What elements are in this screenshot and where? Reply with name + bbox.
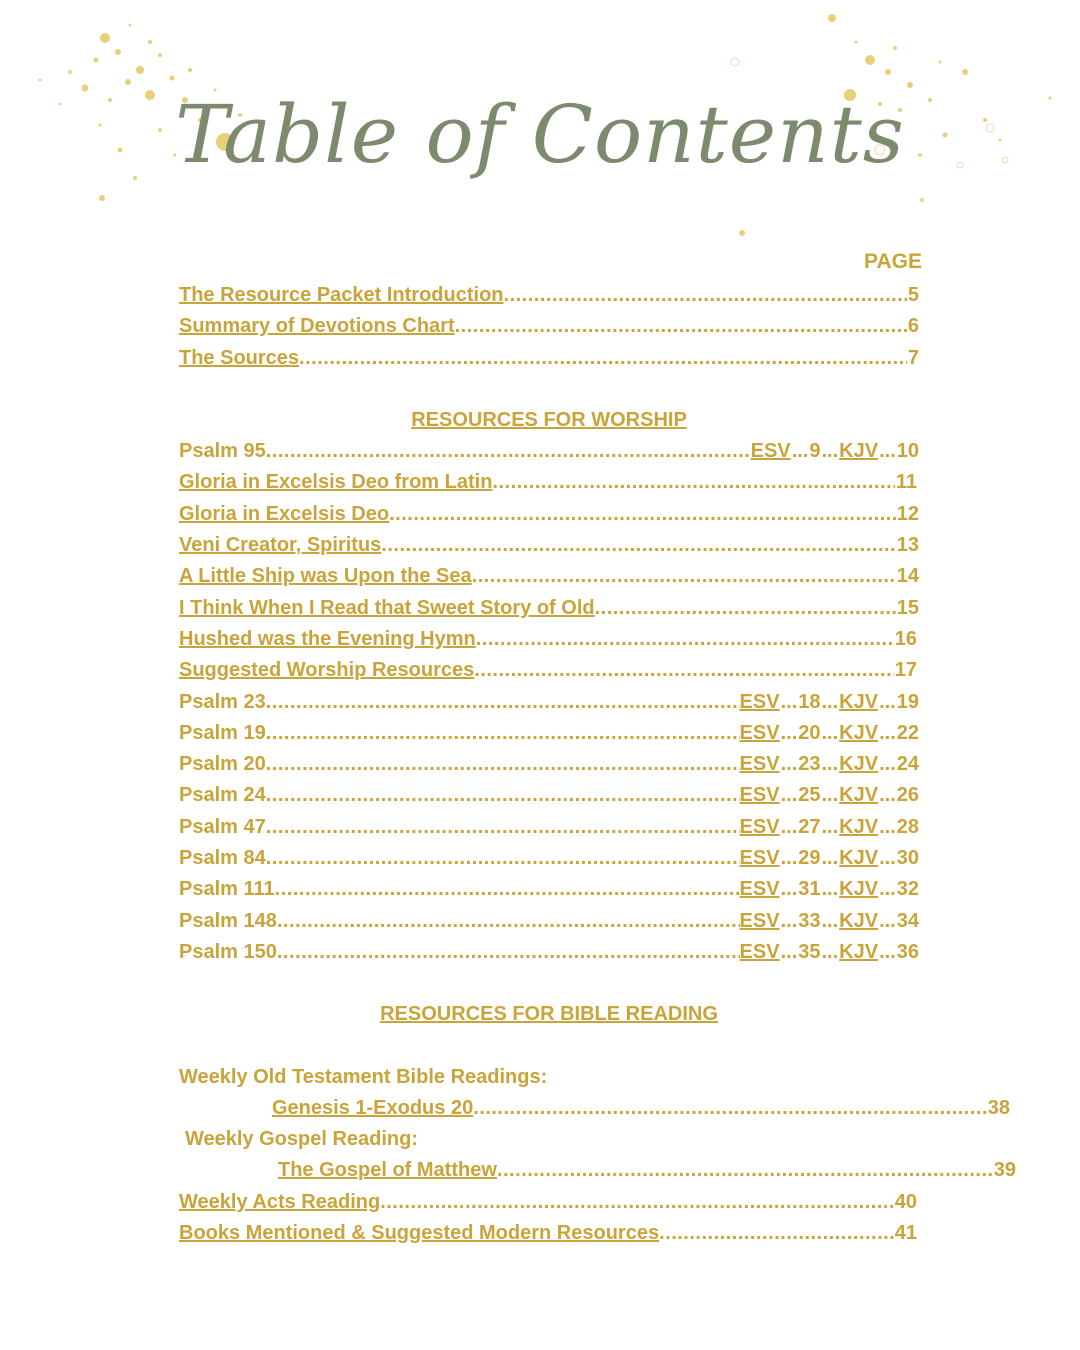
table-of-contents bbox=[179, 280, 1016, 1249]
page-title: Table of Contents bbox=[175, 88, 905, 181]
section-heading-worship[interactable]: RESOURCES FOR WORSHIP bbox=[411, 408, 687, 431]
toc-link[interactable]: Gloria in Excelsis Deo from Latin bbox=[179, 471, 493, 494]
toc-entry-worship-resources[interactable] bbox=[179, 655, 917, 686]
kjv-link[interactable]: KJV bbox=[839, 940, 879, 963]
esv-page: 33 bbox=[798, 909, 821, 932]
page-number: 7 bbox=[907, 346, 919, 369]
dot-leader bbox=[277, 937, 740, 968]
toc-entry-sources[interactable] bbox=[179, 343, 919, 374]
kjv-link[interactable]: KJV bbox=[839, 440, 879, 463]
psalm-label: Psalm 84 bbox=[179, 847, 266, 870]
toc-entry-evening-hymn[interactable] bbox=[179, 624, 917, 655]
dot-leader bbox=[266, 687, 740, 718]
toc-entry-psalm: Psalm 20 ..... ESV ... 23 ... KJV ... 24 bbox=[179, 749, 919, 780]
esv-link[interactable]: ESV bbox=[739, 847, 780, 870]
toc-link[interactable]: Summary of Devotions Chart bbox=[179, 315, 455, 338]
esv-link[interactable]: ESV bbox=[739, 690, 780, 713]
kjv-link[interactable]: KJV bbox=[839, 784, 879, 807]
toc-entry-psalm: Psalm 148 ..... ESV ... 33 ... KJV ... 34 bbox=[179, 906, 919, 937]
esv-page: 35 bbox=[798, 940, 821, 963]
section-heading-bible-reading[interactable]: RESOURCES FOR BIBLE READING bbox=[380, 1003, 718, 1026]
dot-leader bbox=[275, 874, 740, 905]
psalm-label: Psalm 23 bbox=[179, 690, 266, 713]
toc-entry-psalm: Psalm 47 ..... ESV ... 27 ... KJV ... 28 bbox=[179, 812, 919, 843]
page-number: 5 bbox=[907, 284, 919, 306]
gospel-reading-label: Weekly Gospel Reading: bbox=[185, 1128, 419, 1151]
toc-link[interactable]: Weekly Acts Reading bbox=[179, 1190, 381, 1213]
esv-link[interactable]: ESV bbox=[739, 815, 780, 838]
dot-leader bbox=[474, 655, 893, 686]
esv-link[interactable]: ESV bbox=[739, 753, 780, 776]
dot-leader bbox=[472, 561, 896, 592]
toc-link[interactable]: The Sources bbox=[179, 346, 300, 369]
psalm-label: Psalm 19 bbox=[179, 721, 266, 744]
toc-entry-acts[interactable] bbox=[179, 1187, 917, 1218]
esv-link[interactable]: ESV bbox=[739, 940, 780, 963]
esv-page: 9 bbox=[809, 440, 821, 463]
kjv-page: 30 bbox=[896, 847, 919, 870]
dot-leader bbox=[266, 780, 740, 811]
esv-link[interactable]: ESV bbox=[750, 440, 791, 463]
toc-link[interactable]: Books Mentioned & Suggested Modern Resources bbox=[179, 1222, 660, 1245]
kjv-link[interactable]: KJV bbox=[839, 847, 879, 870]
esv-page: 25 bbox=[798, 784, 821, 807]
dot-leader bbox=[277, 906, 740, 937]
esv-page: 18 bbox=[798, 690, 821, 713]
dot-leader bbox=[381, 530, 895, 561]
kjv-page: 28 bbox=[896, 815, 919, 838]
page-number: 17 bbox=[894, 659, 917, 682]
toc-entry-psalm: Psalm 19 ..... ESV ... 20 ... KJV ... 22 bbox=[179, 718, 919, 749]
toc-entry-psalm: Psalm 24 ..... ESV ... 25 ... KJV ... 26 bbox=[179, 780, 919, 811]
toc-entry-summary-chart[interactable] bbox=[179, 311, 919, 342]
dot-leader bbox=[266, 843, 740, 874]
esv-link[interactable]: ESV bbox=[739, 878, 780, 901]
esv-link[interactable]: ESV bbox=[739, 784, 780, 807]
dot-leader bbox=[266, 749, 740, 780]
toc-link[interactable]: The Resource Packet Introduction bbox=[179, 284, 504, 306]
page-number: 41 bbox=[894, 1222, 917, 1245]
dot-leader bbox=[266, 436, 751, 467]
psalm-label: Psalm 24 bbox=[179, 784, 266, 807]
dot-leader bbox=[266, 812, 740, 843]
toc-entry-psalm: Psalm 111 ..... ESV ... 31 ... KJV ... 32 bbox=[179, 874, 919, 905]
page-number: 39 bbox=[993, 1159, 1016, 1182]
dot-leader bbox=[473, 1093, 987, 1124]
toc-entry-books-mentioned[interactable] bbox=[179, 1218, 917, 1249]
psalm-label: Psalm 150 bbox=[179, 940, 277, 963]
dot-leader bbox=[455, 311, 907, 342]
dot-leader bbox=[266, 718, 740, 749]
kjv-page: 22 bbox=[896, 721, 919, 744]
toc-entry-gloria[interactable] bbox=[179, 499, 919, 530]
page-number: 15 bbox=[896, 596, 919, 619]
kjv-link[interactable]: KJV bbox=[839, 721, 879, 744]
toc-entry-psalm: Psalm 150 ..... ESV ... 35 ... KJV ... 36 bbox=[179, 937, 919, 968]
toc-link[interactable]: Suggested Worship Resources bbox=[179, 659, 475, 682]
dot-leader bbox=[659, 1218, 894, 1249]
toc-entry-psalm: Psalm 23 ..... ESV ... 18 ... KJV ... 19 bbox=[179, 687, 919, 718]
toc-link[interactable]: The Gospel of Matthew bbox=[278, 1159, 497, 1182]
page-number: 16 bbox=[894, 627, 917, 650]
toc-link[interactable]: Gloria in Excelsis Deo bbox=[179, 502, 390, 525]
page-number: 38 bbox=[987, 1096, 1010, 1119]
toc-link[interactable]: Hushed was the Evening Hymn bbox=[179, 627, 476, 650]
dot-leader bbox=[595, 593, 896, 624]
esv-link[interactable]: ESV bbox=[739, 909, 780, 932]
kjv-link[interactable]: KJV bbox=[839, 753, 879, 776]
esv-link[interactable]: ESV bbox=[739, 721, 780, 744]
dot-leader bbox=[380, 1187, 894, 1218]
toc-entry-little-ship[interactable] bbox=[179, 561, 919, 592]
page-number: 11 bbox=[895, 471, 917, 494]
psalm-label: Psalm 111 bbox=[179, 878, 275, 901]
dot-leader bbox=[504, 280, 907, 311]
psalm-label: Psalm 47 bbox=[179, 815, 266, 838]
dot-leader bbox=[299, 343, 907, 374]
dot-leader bbox=[476, 624, 894, 655]
kjv-page: 19 bbox=[896, 690, 919, 713]
dot-leader bbox=[389, 499, 896, 530]
esv-page: 27 bbox=[798, 815, 821, 838]
toc-entry-matthew[interactable] bbox=[179, 1155, 1016, 1186]
kjv-link[interactable]: KJV bbox=[839, 909, 879, 932]
toc-link[interactable]: I Think When I Read that Sweet Story of Old bbox=[179, 596, 595, 619]
toc-entry-gloria-latin[interactable] bbox=[179, 467, 917, 498]
kjv-page: 24 bbox=[896, 753, 919, 776]
esv-page: 23 bbox=[798, 753, 821, 776]
page-number: 12 bbox=[896, 502, 919, 525]
page-number: 40 bbox=[894, 1190, 917, 1213]
page-column-label: PAGE bbox=[864, 250, 922, 273]
kjv-link[interactable]: KJV bbox=[839, 878, 879, 901]
psalm-label: Psalm 95 bbox=[179, 440, 266, 463]
kjv-page: 10 bbox=[896, 440, 919, 463]
toc-entry-genesis-exodus[interactable] bbox=[179, 1093, 1010, 1124]
dot-leader bbox=[497, 1155, 993, 1186]
ot-readings-label: Weekly Old Testament Bible Readings: bbox=[179, 1065, 548, 1088]
toc-entry-sweet-story[interactable] bbox=[179, 593, 919, 624]
kjv-link[interactable]: KJV bbox=[839, 690, 879, 713]
psalm-label: Psalm 20 bbox=[179, 753, 266, 776]
toc-entry-veni-creator[interactable] bbox=[179, 530, 919, 561]
kjv-page: 26 bbox=[896, 784, 919, 807]
esv-page: 31 bbox=[798, 878, 821, 901]
dot-leader bbox=[492, 467, 894, 498]
toc-entry-psalm-95: Psalm 95 ..... ESV ... 9 ... KJV ... 10 bbox=[179, 436, 919, 467]
toc-entry-psalm: Psalm 84 ..... ESV ... 29 ... KJV ... 30 bbox=[179, 843, 919, 874]
esv-page: 29 bbox=[798, 847, 821, 870]
psalm-label: Psalm 148 bbox=[179, 909, 277, 932]
page-number: 13 bbox=[896, 534, 919, 557]
kjv-page: 36 bbox=[896, 940, 919, 963]
toc-link[interactable]: Genesis 1-Exodus 20 bbox=[272, 1096, 474, 1119]
toc-link[interactable]: A Little Ship was Upon the Sea bbox=[179, 565, 472, 588]
toc-entry-introduction[interactable] bbox=[179, 280, 919, 311]
kjv-page: 34 bbox=[896, 909, 919, 932]
esv-page: 20 bbox=[798, 721, 821, 744]
kjv-page: 32 bbox=[896, 878, 919, 901]
page-number: 14 bbox=[896, 565, 919, 588]
toc-link[interactable]: Veni Creator, Spiritus bbox=[179, 534, 382, 557]
kjv-link[interactable]: KJV bbox=[839, 815, 879, 838]
page-number: 6 bbox=[907, 315, 919, 338]
